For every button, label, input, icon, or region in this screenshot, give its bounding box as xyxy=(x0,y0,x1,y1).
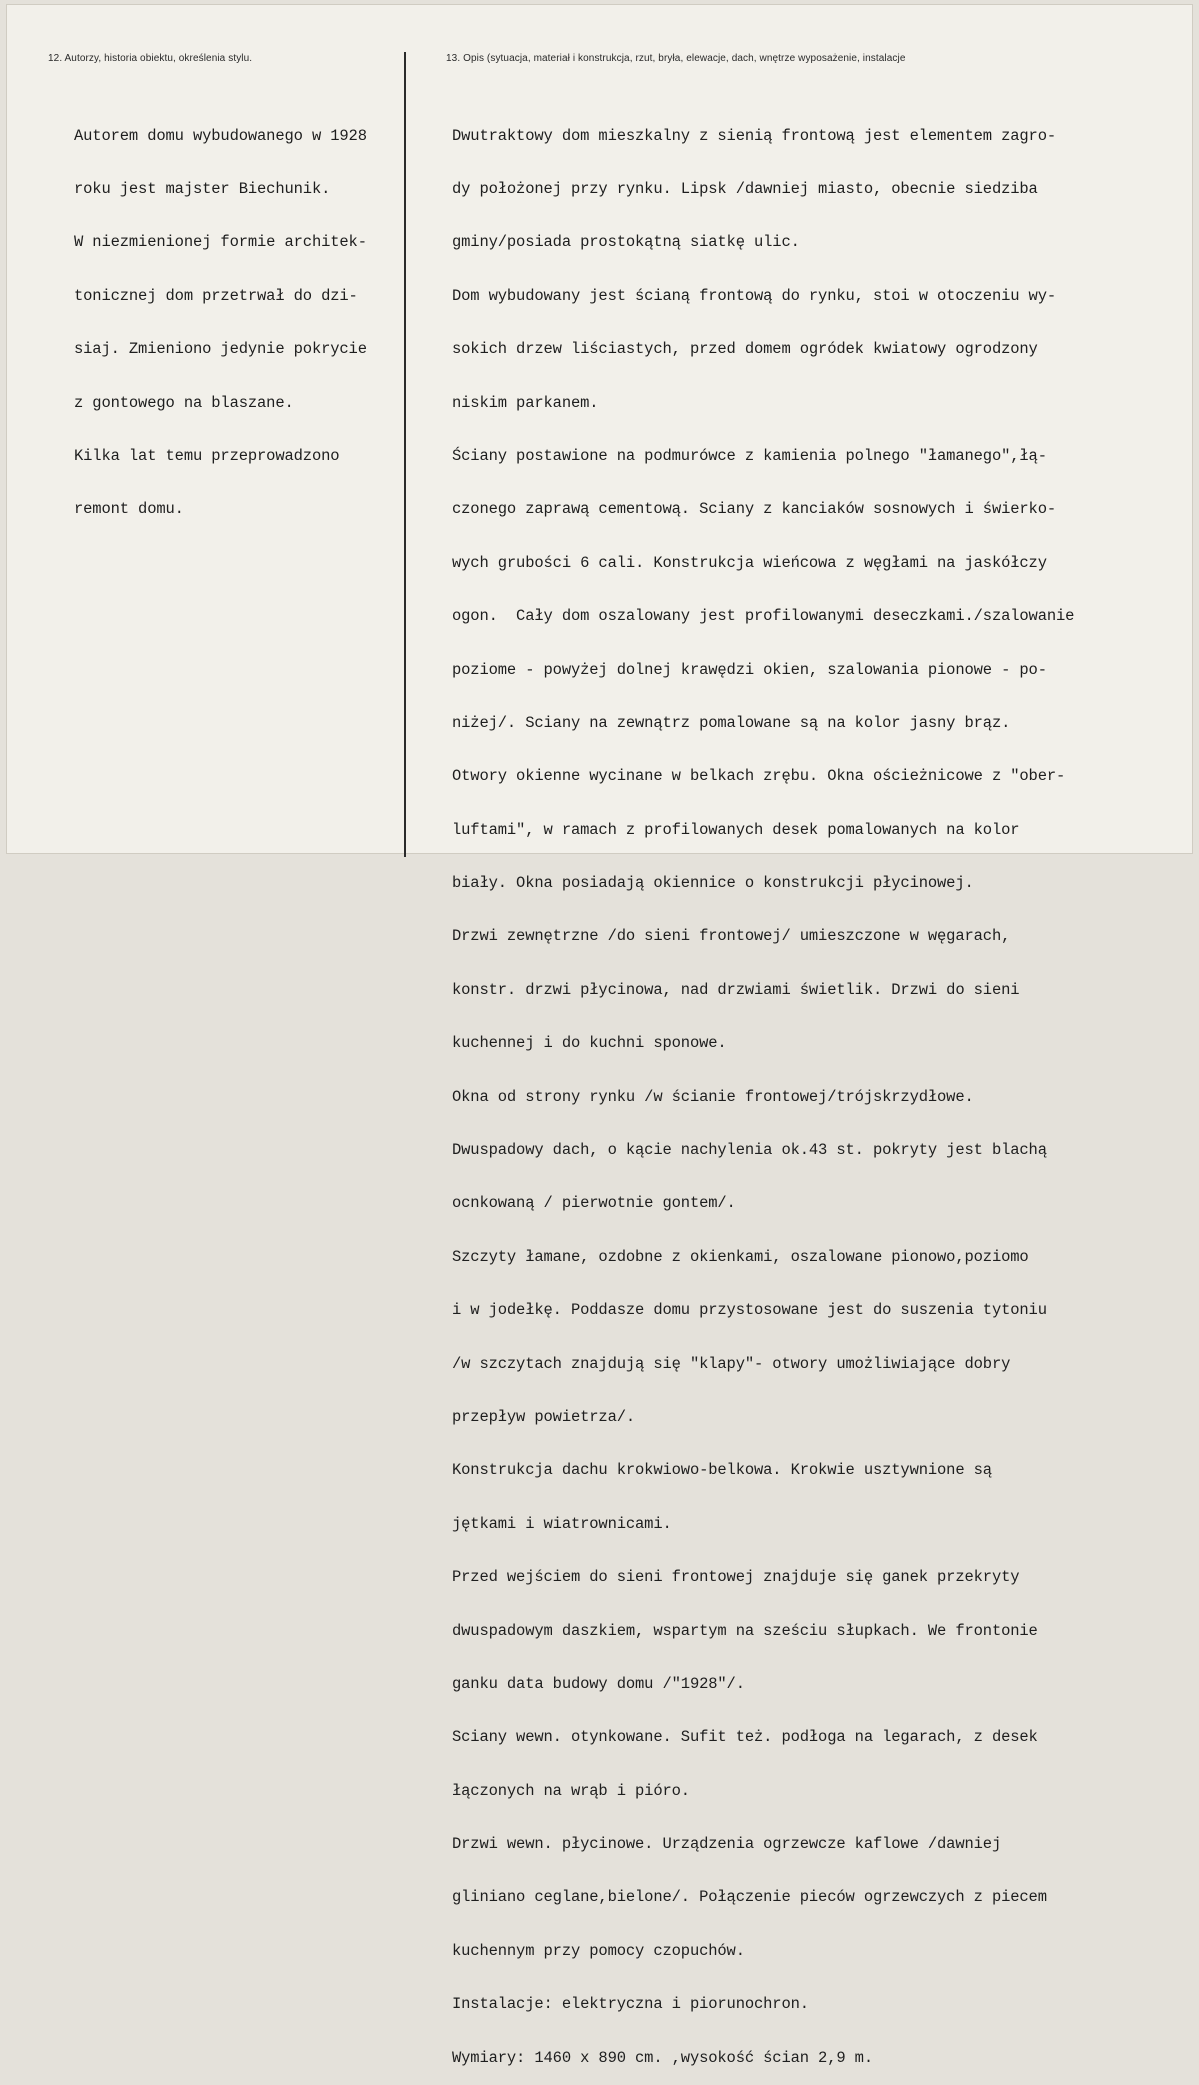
text-line: Wymiary: 1460 x 890 cm. ,wysokość ścian 2,9 m. xyxy=(452,2048,873,2067)
text-line: wych grubości 6 cali. Konstrukcja wieńcowa z węgłami na jaskółczy xyxy=(452,553,1047,572)
text-line: Dwutraktowy dom mieszkalny z sienią frontową jest elementem zagro- xyxy=(452,126,1057,145)
text-line: dwuspadowym daszkiem, wspartym na sześciu słupkach. We frontonie xyxy=(452,1621,1038,1640)
text-line: Drzwi zewnętrzne /do sieni frontowej/ umieszczone w węgarach, xyxy=(452,927,1011,946)
text-line: niskim parkanem. xyxy=(452,393,599,412)
text-line: niżej/. Sciany na zewnątrz pomalowane są na kolor jasny brąz. xyxy=(452,713,1011,732)
section-12-heading: 12. Autorzy, historia obiektu, określenia stylu. xyxy=(48,53,253,64)
text-line: luftami", w ramach z profilowanych desek pomalowanych na kolor xyxy=(452,820,1020,839)
text-line: czonego zaprawą cementową. Sciany z kanciaków sosnowych i świerko- xyxy=(452,500,1057,519)
text-line: biały. Okna posiadają okiennice o konstrukcji płycinowej. xyxy=(452,874,974,893)
authors-history-text xyxy=(74,92,367,537)
text-line: Dwuspadowy dach, o kącie nachylenia ok.43 st. pokryty jest blachą xyxy=(452,1141,1047,1160)
text-line: Sciany wewn. otynkowane. Sufit też. podłoga na legarach, z desek xyxy=(452,1728,1038,1747)
text-line: Dom wybudowany jest ścianą frontową do rynku, stoi w otoczeniu wy- xyxy=(452,286,1057,305)
text-line: ocnkowaną / pierwotnie gontem/. xyxy=(452,1194,736,1213)
text-line: kuchennym przy pomocy czopuchów. xyxy=(452,1941,745,1960)
text-line: /w szczytach znajdują się "klapy"- otwory umożliwiające dobry xyxy=(452,1354,1011,1373)
text-line: i w jodełkę. Poddasze domu przystosowane jest do suszenia tytoniu xyxy=(452,1301,1047,1320)
text-line: z gontowego na blaszane. xyxy=(74,393,294,412)
text-line: Ściany postawione na podmurówce z kamienia polnego "łamanego",łą- xyxy=(452,446,1047,465)
text-line: Autorem domu wybudowanego w 1928 xyxy=(74,126,367,145)
text-line: Przed wejściem do sieni frontowej znajduje się ganek przekryty xyxy=(452,1568,1020,1587)
section-13-heading: 13. Opis (sytuacja, materiał i konstrukcja, rzut, bryła, elewacje, dach, wnętrze wyposażenie, instalacje xyxy=(446,53,906,64)
text-line: kuchennej i do kuchni sponowe. xyxy=(452,1034,727,1053)
text-line: roku jest majster Biechunik. xyxy=(74,179,331,198)
text-line: jętkami i wiatrownicami. xyxy=(452,1514,672,1533)
text-line: poziome - powyżej dolnej krawędzi okien, szalowania pionowe - po- xyxy=(452,660,1047,679)
text-line: ogon. Cały dom oszalowany jest profilowanymi deseczkami./szalowanie xyxy=(452,607,1075,626)
text-line: gminy/posiada prostokątną siatkę ulic. xyxy=(452,233,800,252)
text-line: Otwory okienne wycinane w belkach zrębu. Okna ościeżnicowe z "ober- xyxy=(452,767,1066,786)
text-line: W niezmienionej formie architek- xyxy=(74,233,367,252)
text-line: Drzwi wewn. płycinowe. Urządzenia ogrzewcze kaflowe /dawniej xyxy=(452,1835,1002,1854)
text-line: dy położonej przy rynku. Lipsk /dawniej miasto, obecnie siedziba xyxy=(452,179,1038,198)
text-line: ganku data budowy domu /"1928"/. xyxy=(452,1674,745,1693)
text-line: Szczyty łamane, ozdobne z okienkami, oszalowane pionowo,poziomo xyxy=(452,1247,1029,1266)
text-line: tonicznej dom przetrwał do dzi- xyxy=(74,286,358,305)
text-line: Instalacje: elektryczna i piorunochron. xyxy=(452,1995,809,2014)
text-line: remont domu. xyxy=(74,500,184,519)
text-line: Konstrukcja dachu krokwiowo-belkowa. Krokwie usztywnione są xyxy=(452,1461,992,1480)
text-line: konstr. drzwi płycinowa, nad drzwiami świetlik. Drzwi do sieni xyxy=(452,980,1020,999)
text-line: przepływ powietrza/. xyxy=(452,1407,636,1426)
text-line: Kilka lat temu przeprowadzono xyxy=(74,446,340,465)
description-text xyxy=(452,92,1074,2085)
text-line: siaj. Zmieniono jedynie pokrycie xyxy=(74,340,367,359)
text-line: łączonych na wrąb i pióro. xyxy=(452,1781,690,1800)
text-line: gliniano ceglane,bielone/. Połączenie pieców ogrzewczych z piecem xyxy=(452,1888,1047,1907)
text-line: sokich drzew liściastych, przed domem ogródek kwiatowy ogrodzony xyxy=(452,340,1038,359)
column-divider xyxy=(404,52,406,857)
text-line: Okna od strony rynku /w ścianie frontowej/trójskrzydłowe. xyxy=(452,1087,974,1106)
